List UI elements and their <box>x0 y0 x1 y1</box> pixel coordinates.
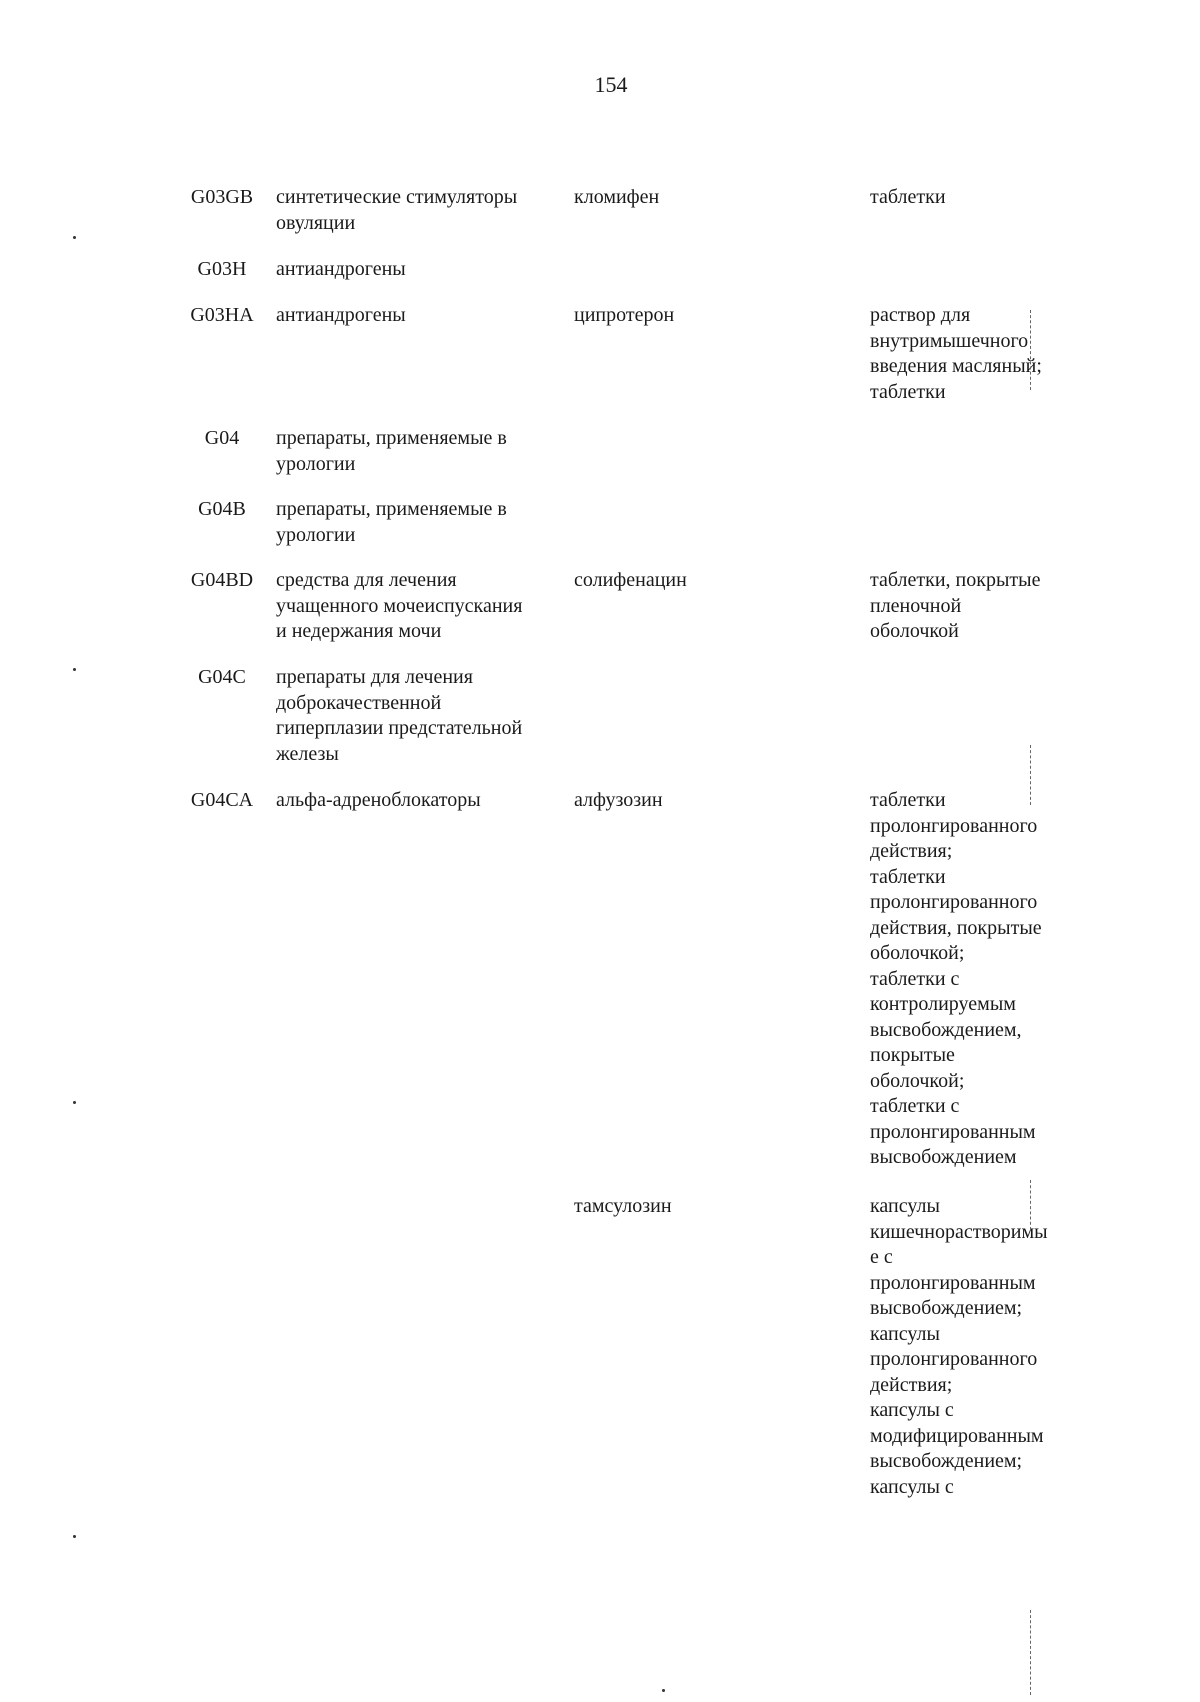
group-name: препараты, применяемые в урологии <box>276 498 507 546</box>
drug-name: солифенацин <box>574 569 687 591</box>
scan-mark <box>1030 1610 1031 1695</box>
atc-code: G04 <box>204 427 240 449</box>
group-name: препараты для лечения доброкачественной гиперплазии предстательной железы <box>276 666 523 765</box>
group-name: синтетические стимуляторы овуляции <box>276 186 518 234</box>
scan-speck <box>662 1689 665 1692</box>
atc-code: G04BD <box>190 569 254 591</box>
group-name: препараты, применяемые в урологии <box>276 427 507 475</box>
scan-mark <box>1030 745 1031 805</box>
group-name: средства для лечения учащенного мочеиспускания и недержания мочи <box>276 569 523 642</box>
group-name: альфа-адреноблокаторы <box>276 789 481 811</box>
scan-speck <box>73 1535 76 1538</box>
dosage-form: таблетки, покрытые пленочной оболочкой <box>870 569 1041 642</box>
drug-name: ципротерон <box>574 304 675 326</box>
page-number: 154 <box>594 72 628 97</box>
atc-code: G04CA <box>190 789 254 811</box>
scan-speck <box>73 1101 76 1104</box>
drug-name: алфузозин <box>574 789 663 811</box>
dosage-form: таблетки пролонгированного действия; таблетки пролонгированного действия, покрытые оболочкой; таблетки с контролируемым высвобождением, покрытые оболочкой; таблетки с пролонгированным высвобождением <box>870 789 1042 1168</box>
dosage-form: капсулы кишечнорастворимы е с пролонгированным высвобождением; капсулы пролонгированного действия; капсулы с модифицированным высвобождением; капсулы с <box>870 1195 1048 1498</box>
atc-code: G03GB <box>190 186 254 208</box>
dosage-form: раствор для внутримышечного введения масляный; таблетки <box>870 304 1042 403</box>
scan-speck <box>73 668 76 671</box>
atc-code: G04B <box>198 498 246 520</box>
group-name: антиандрогены <box>276 304 406 326</box>
scan-mark <box>1030 310 1031 390</box>
atc-code: G03H <box>197 258 247 280</box>
scan-mark <box>1030 1180 1031 1230</box>
dosage-form: таблетки <box>870 186 946 208</box>
scan-speck <box>73 236 76 239</box>
drug-name: кломифен <box>574 186 660 208</box>
group-name: антиандрогены <box>276 258 406 280</box>
drug-name: тамсулозин <box>574 1195 672 1217</box>
atc-code: G04C <box>198 666 246 688</box>
atc-code: G03HA <box>190 304 254 326</box>
